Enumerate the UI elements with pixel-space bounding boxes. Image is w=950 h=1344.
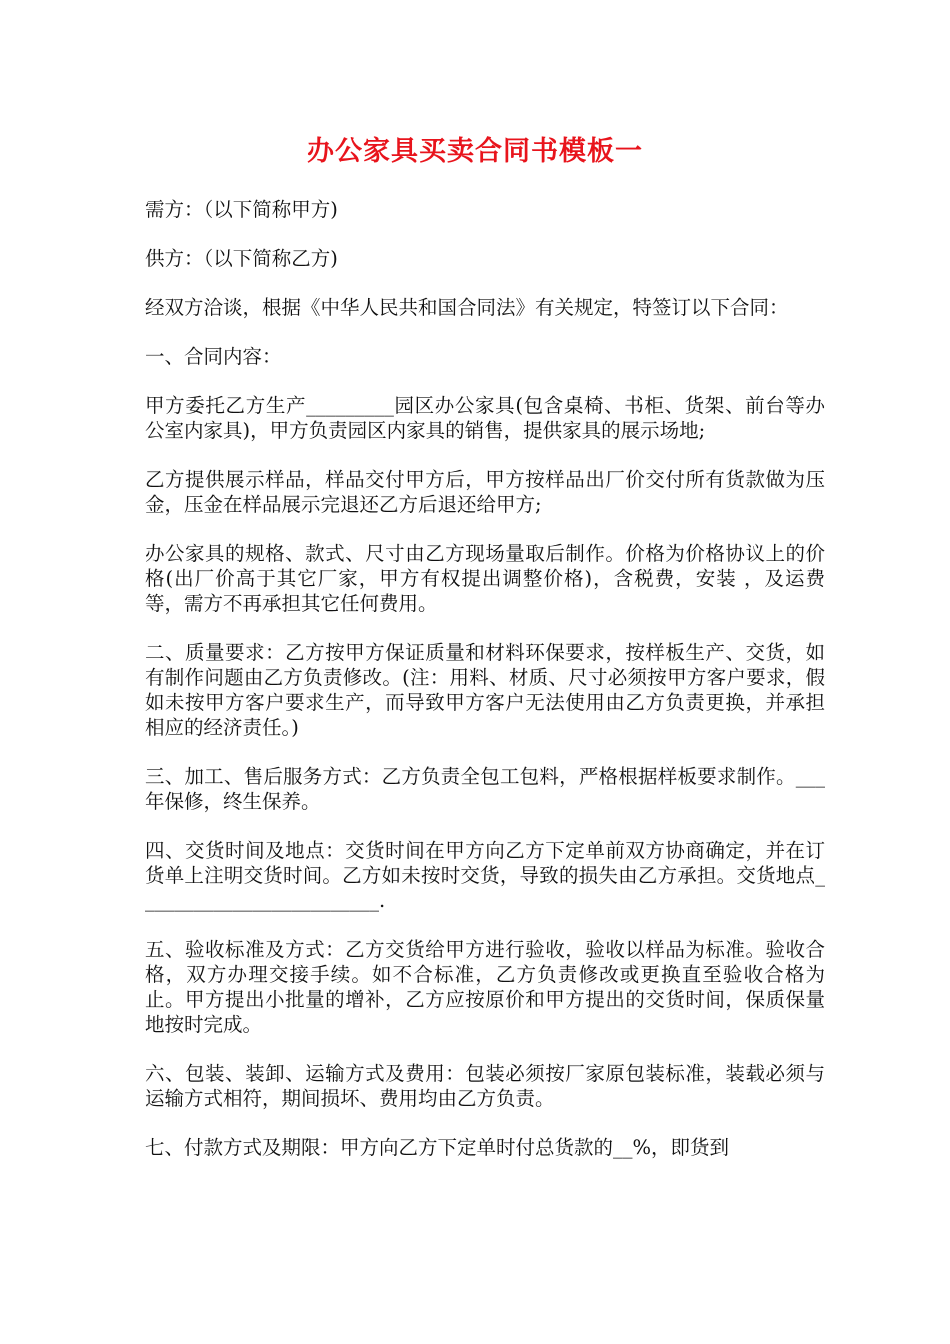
section-6-packaging: 六、包装、装卸、运输方式及费用：包装必须按厂家原包装标准，装载必须与运输方式相符，期间损坏、费用均由乙方负责。 <box>145 1062 825 1110</box>
document-title: 办公家具买卖合同书模板一 <box>307 136 643 167</box>
section-1-heading: 一、合同内容： <box>145 345 282 368</box>
section-4-delivery: 四、交货时间及地点：交货时间在甲方向乙方下定单前双方协商确定，并在订货单上注明交货时间。乙方如未按时交货，导致的损失由乙方承担。交货地点_________________________. <box>145 839 825 912</box>
section-3-service: 三、加工、售后服务方式：乙方负责全包工包料，严格根据样板要求制作。___年保修，终生保养。 <box>145 765 825 813</box>
supplier-line: 供方：（以下简称乙方) <box>145 247 338 270</box>
section-1-paragraph-3: 办公家具的规格、款式、尺寸由乙方现场量取后制作。价格为价格协议上的价格(出厂价高于其它厂家，甲方有权提出调整价格)，含税费，安装 ，及运费等，需方不再承担其它任何费用。 <box>145 542 825 615</box>
section-2-quality: 二、质量要求：乙方按甲方保证质量和材料环保要求，按样板生产、交货，如有制作问题由乙方负责修改。(注：用料、材质、尺寸必须按甲方客户要求，假如未按甲方客户要求生产，而导致甲方客户无法使用由乙方负责更换，并承担相应的经济责任。) <box>145 641 825 739</box>
section-7-payment: 七、付款方式及期限：甲方向乙方下定单时付总货款的__%，即货到 <box>145 1136 730 1159</box>
section-1-paragraph-2: 乙方提供展示样品，样品交付甲方后，甲方按样品出厂价交付所有货款做为压金，压金在样品展示完退还乙方后退还给甲方; <box>145 468 825 516</box>
contract-body <box>145 197 825 1184</box>
section-5-acceptance: 五、验收标准及方式：乙方交货给甲方进行验收，验收以样品为标准。验收合格，双方办理交接手续。如不合标准，乙方负责修改或更换直至验收合格为止。甲方提出小批量的增补，乙方应按原价和甲方提出的交货时间，保质保量地按时完成。 <box>145 938 825 1036</box>
buyer-line: 需方：（以下简称甲方) <box>145 198 338 221</box>
preamble-paragraph: 经双方洽谈，根据《中华人民共和国合同法》有关规定，特签订以下合同： <box>145 296 789 319</box>
section-1-paragraph-1: 甲方委托乙方生产_________园区办公家具(包含桌椅、书柜、货架、前台等办公室内家具)，甲方负责园区内家具的销售，提供家具的展示场地; <box>145 394 825 442</box>
